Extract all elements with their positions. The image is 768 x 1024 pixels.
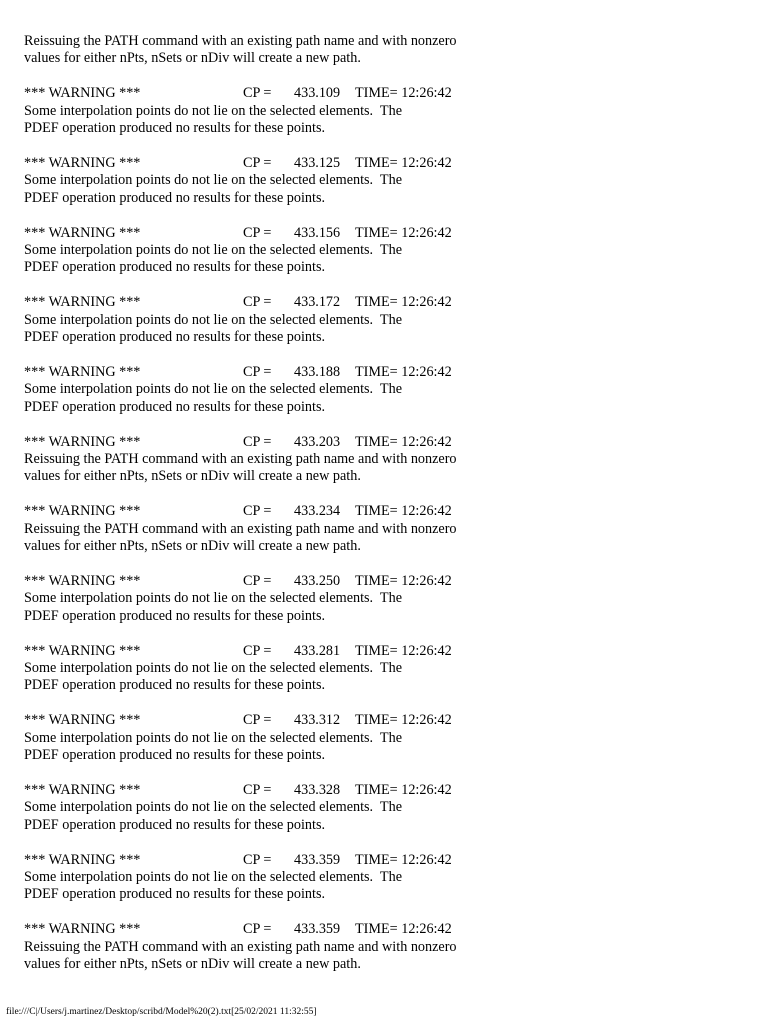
warning-message-line: Some interpolation points do not lie on the selected elements. The xyxy=(24,729,402,746)
intro-line: values for either nPts, nSets or nDiv will create a new path. xyxy=(24,50,361,67)
time-stamp: TIME= 12:26:42 xyxy=(355,921,452,938)
time-stamp: TIME= 12:26:42 xyxy=(355,85,452,102)
time-stamp: TIME= 12:26:42 xyxy=(355,642,452,659)
cp-value: 433.203 xyxy=(294,433,341,450)
time-stamp: TIME= 12:26:42 xyxy=(355,363,452,380)
warning-message-line: Reissuing the PATH command with an existing path name and with nonzero xyxy=(24,938,457,955)
warning-message-line: PDEF operation produced no results for these points. xyxy=(24,398,326,415)
warning-message-line: Some interpolation points do not lie on the selected elements. The xyxy=(24,799,402,816)
warning-header xyxy=(24,225,744,242)
cp-value: 433.328 xyxy=(294,782,341,798)
warning-label: *** WARNING *** xyxy=(24,572,141,589)
time-stamp: TIME= 12:26:42 xyxy=(355,294,452,311)
warning-label: *** WARNING *** xyxy=(24,712,141,729)
warning-label: *** WARNING *** xyxy=(24,433,141,450)
cp-value: 433.188 xyxy=(294,363,341,380)
warning-label: *** WARNING *** xyxy=(24,503,141,520)
warning-label: *** WARNING *** xyxy=(24,294,141,311)
warning-label: *** WARNING *** xyxy=(24,154,141,171)
cp-label: CP = xyxy=(243,224,272,241)
warning-message-line: values for either nPts, nSets or nDiv will create a new path. xyxy=(24,956,361,973)
cp-label: CP = xyxy=(243,712,272,729)
warning-label: *** WARNING *** xyxy=(24,782,141,798)
warning-message-line: Some interpolation points do not lie on the selected elements. The xyxy=(24,311,402,328)
time-stamp: TIME= 12:26:42 xyxy=(355,433,452,450)
time-stamp: TIME= 12:26:42 xyxy=(355,851,452,868)
warning-message-line: values for either nPts, nSets or nDiv will create a new path. xyxy=(24,468,361,485)
warning-header xyxy=(24,782,744,799)
cp-label: CP = xyxy=(243,294,272,311)
warning-block xyxy=(24,573,744,625)
warning-message-line: Reissuing the PATH command with an existing path name and with nonzero xyxy=(24,451,457,468)
warning-message-line: PDEF operation produced no results for these points. xyxy=(24,677,326,694)
warning-header xyxy=(24,85,744,102)
cp-value: 433.359 xyxy=(294,921,341,938)
warning-message-line: Some interpolation points do not lie on the selected elements. The xyxy=(24,102,402,119)
warning-block xyxy=(24,294,744,346)
warning-message-line: PDEF operation produced no results for these points. xyxy=(24,886,326,903)
cp-value: 433.250 xyxy=(294,572,341,589)
warning-block xyxy=(24,225,744,277)
warning-label: *** WARNING *** xyxy=(24,921,141,938)
log-page xyxy=(24,33,744,991)
warning-header xyxy=(24,712,744,729)
warning-message-line: Some interpolation points do not lie on the selected elements. The xyxy=(24,660,402,677)
warning-header xyxy=(24,503,744,520)
warning-message-line: PDEF operation produced no results for these points. xyxy=(24,607,326,624)
cp-label: CP = xyxy=(243,782,272,798)
warning-header xyxy=(24,643,744,660)
cp-label: CP = xyxy=(243,85,272,102)
warning-message-line: Some interpolation points do not lie on the selected elements. The xyxy=(24,869,402,886)
warning-message-line: Some interpolation points do not lie on the selected elements. The xyxy=(24,242,402,259)
warning-message-line: Some interpolation points do not lie on the selected elements. The xyxy=(24,172,402,189)
warning-header xyxy=(24,434,744,451)
warning-header xyxy=(24,364,744,381)
file-path-footer: file:///C|/Users/j.martinez/Desktop/scribd/Model%20(2).txt[25/02/2021 11:32:55] xyxy=(6,1007,317,1017)
warning-block xyxy=(24,85,744,137)
warning-header xyxy=(24,573,744,590)
warning-label: *** WARNING *** xyxy=(24,851,141,868)
warning-message-line: Some interpolation points do not lie on the selected elements. The xyxy=(24,590,402,607)
warning-label: *** WARNING *** xyxy=(24,363,141,380)
cp-label: CP = xyxy=(243,363,272,380)
warning-header xyxy=(24,921,744,938)
warning-label: *** WARNING *** xyxy=(24,85,141,102)
cp-value: 433.281 xyxy=(294,642,341,659)
cp-value: 433.125 xyxy=(294,154,341,171)
warning-message-line: PDEF operation produced no results for these points. xyxy=(24,189,326,206)
warning-block xyxy=(24,921,744,973)
cp-label: CP = xyxy=(243,154,272,171)
cp-value: 433.172 xyxy=(294,294,341,311)
warning-header xyxy=(24,294,744,311)
time-stamp: TIME= 12:26:42 xyxy=(355,712,452,729)
intro-line: Reissuing the PATH command with an existing path name and with nonzero xyxy=(24,33,457,49)
warning-block xyxy=(24,643,744,695)
time-stamp: TIME= 12:26:42 xyxy=(355,224,452,241)
warning-message-line: PDEF operation produced no results for these points. xyxy=(24,816,326,833)
warning-message-line: Some interpolation points do not lie on the selected elements. The xyxy=(24,381,402,398)
warning-label: *** WARNING *** xyxy=(24,224,141,241)
warning-message-line: PDEF operation produced no results for these points. xyxy=(24,747,326,764)
cp-label: CP = xyxy=(243,433,272,450)
intro-message xyxy=(24,33,744,68)
cp-value: 433.156 xyxy=(294,224,341,241)
warning-block xyxy=(24,852,744,904)
warning-block xyxy=(24,155,744,207)
cp-label: CP = xyxy=(243,921,272,938)
warning-message-line: values for either nPts, nSets or nDiv will create a new path. xyxy=(24,538,361,555)
cp-value: 433.359 xyxy=(294,851,341,868)
warning-message-line: PDEF operation produced no results for these points. xyxy=(24,329,326,346)
warning-block xyxy=(24,782,744,834)
cp-label: CP = xyxy=(243,642,272,659)
warning-message-line: PDEF operation produced no results for these points. xyxy=(24,259,326,276)
warning-block xyxy=(24,712,744,764)
warning-message-line: PDEF operation produced no results for these points. xyxy=(24,120,326,137)
warning-list xyxy=(24,85,744,973)
time-stamp: TIME= 12:26:42 xyxy=(355,572,452,589)
warning-header xyxy=(24,852,744,869)
warning-block xyxy=(24,434,744,486)
cp-label: CP = xyxy=(243,851,272,868)
warning-block xyxy=(24,503,744,555)
warning-label: *** WARNING *** xyxy=(24,642,141,659)
cp-value: 433.109 xyxy=(294,85,341,102)
cp-value: 433.234 xyxy=(294,503,341,520)
cp-label: CP = xyxy=(243,503,272,520)
cp-label: CP = xyxy=(243,572,272,589)
warning-block xyxy=(24,364,744,416)
time-stamp: TIME= 12:26:42 xyxy=(355,503,452,520)
time-stamp: TIME= 12:26:42 xyxy=(355,782,452,798)
cp-value: 433.312 xyxy=(294,712,341,729)
warning-header xyxy=(24,155,744,172)
warning-message-line: Reissuing the PATH command with an existing path name and with nonzero xyxy=(24,520,457,537)
time-stamp: TIME= 12:26:42 xyxy=(355,154,452,171)
